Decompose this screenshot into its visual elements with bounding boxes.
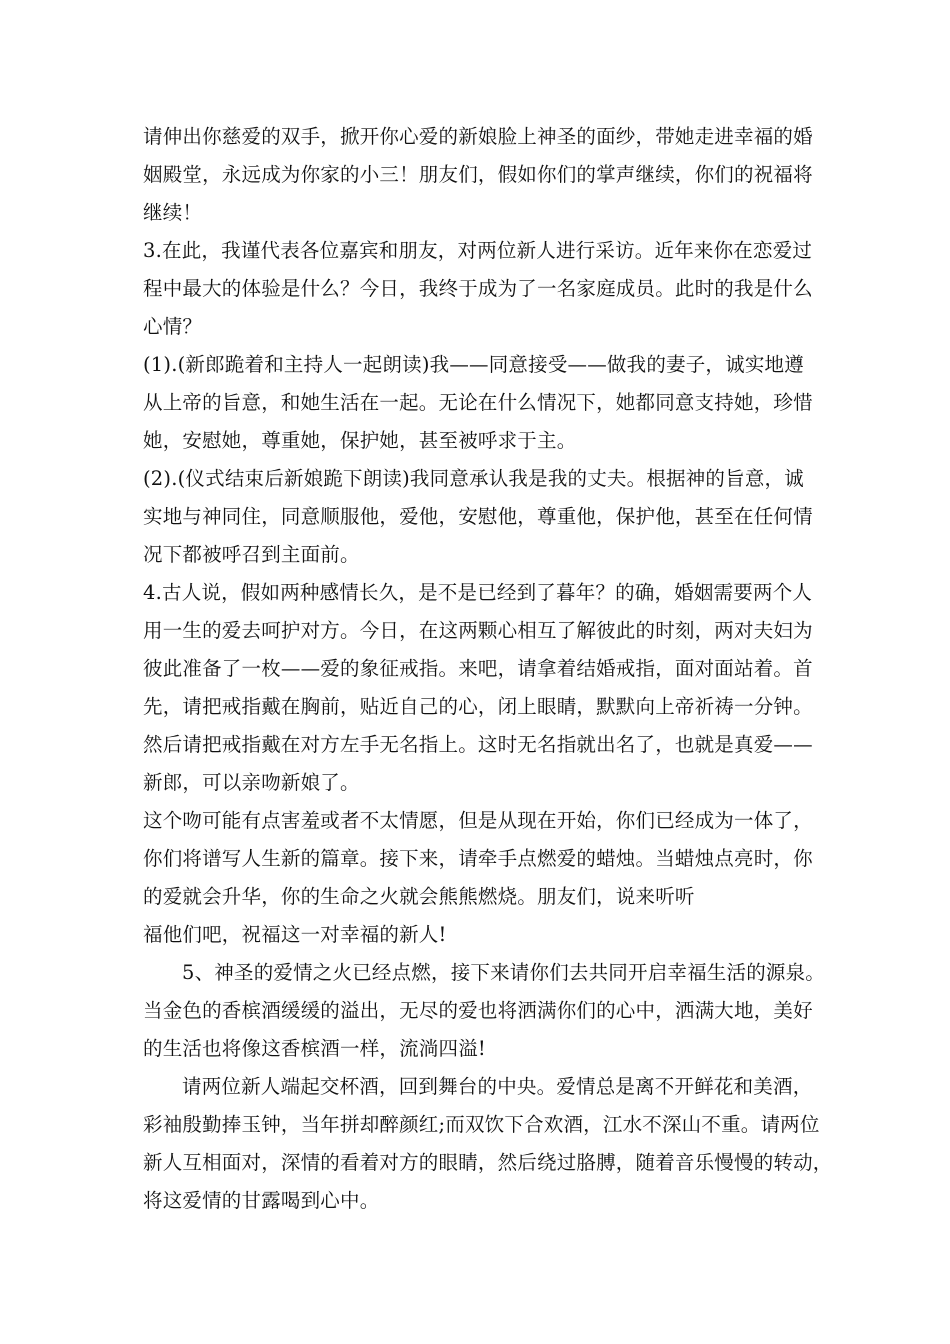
text-line: 况下都被呼召到主面前。	[143, 543, 360, 566]
text-line: 3.在此，我谨代表各位嘉宾和朋友，对两位新人进行采访。近年来你在恋爱过	[143, 239, 813, 262]
text-line: 当金色的香槟酒缓缓的溢出，无尽的爱也将洒满你们的心中，洒满大地，美好	[143, 999, 813, 1022]
text-line: 新人互相面对，深情的看着对方的眼睛，然后绕过胳膊，随着音乐慢慢的转动，	[143, 1151, 833, 1174]
text-line: 5、神圣的爱情之火已经点燃，接下来请你们去共同开启幸福生活的源泉。	[182, 961, 826, 984]
document-body	[143, 118, 833, 1220]
text-line: 然后请把戒指戴在对方左手无名指上。这时无名指就出名了，也就是真爱——	[143, 733, 813, 756]
text-line: 彼此准备了一枚——爱的象征戒指。来吧，请拿着结婚戒指，面对面站着。首	[143, 657, 813, 680]
text-line: 心情？	[143, 315, 203, 338]
text-line: 将这爱情的甘露喝到心中。	[143, 1189, 380, 1212]
text-line: 彩袖殷勤捧玉钟，当年拼却醉颜红;而双饮下合欢酒，江水不深山不重。请两位	[143, 1113, 820, 1136]
text-line: 程中最大的体验是什么？今日，我终于成为了一名家庭成员。此时的我是什么	[143, 277, 813, 300]
text-line: 从上帝的旨意，和她生活在一起。无论在什么情况下，她都同意支持她，珍惜	[143, 391, 813, 414]
text-line: 实地与神同住，同意顺服他，爱他，安慰他，尊重他，保护他，甚至在任何情	[143, 505, 813, 528]
text-line: 用一生的爱去呵护对方。今日，在这两颗心相互了解彼此的时刻，两对夫妇为	[143, 619, 813, 642]
text-line: 请伸出你慈爱的双手，掀开你心爱的新娘脸上神圣的面纱，带她走进幸福的婚	[143, 125, 813, 148]
text-line: 姻殿堂，永远成为你家的小三！朋友们，假如你们的掌声继续，你们的祝福将	[143, 163, 813, 186]
text-line: 的生活也将像这香槟酒一样，流淌四溢!	[143, 1037, 486, 1060]
text-line: 她，安慰她，尊重她，保护她，甚至被呼求于主。	[143, 429, 577, 452]
text-line: (1).(新郎跪着和主持人一起朗读)我——同意接受——做我的妻子，诚实地遵	[143, 353, 804, 376]
text-line: 这个吻可能有点害羞或者不太情愿，但是从现在开始，你们已经成为一体了，	[143, 809, 813, 832]
text-line: 先，请把戒指戴在胸前，贴近自己的心，闭上眼睛，默默向上帝祈祷一分钟。	[143, 695, 813, 718]
text-line: 请两位新人端起交杯酒，回到舞台的中央。爱情总是离不开鲜花和美酒，	[182, 1075, 813, 1098]
text-line: 的爱就会升华，你的生命之火就会熊熊燃烧。朋友们，说来听听	[143, 885, 695, 908]
text-line: 继续！	[143, 201, 203, 224]
text-line: 福他们吧，祝福这一对幸福的新人!	[143, 923, 447, 946]
text-line: 4.古人说，假如两种感情长久，是不是已经到了暮年？的确，婚姻需要两个人	[143, 581, 813, 604]
text-line: (2).(仪式结束后新娘跪下朗读)我同意承认我是我的丈夫。根据神的旨意，诚	[143, 467, 804, 490]
text-line: 你们将谱写人生新的篇章。接下来，请牵手点燃爱的蜡烛。当蜡烛点亮时，你	[143, 847, 813, 870]
text-line: 新郎，可以亲吻新娘了。	[143, 771, 360, 794]
